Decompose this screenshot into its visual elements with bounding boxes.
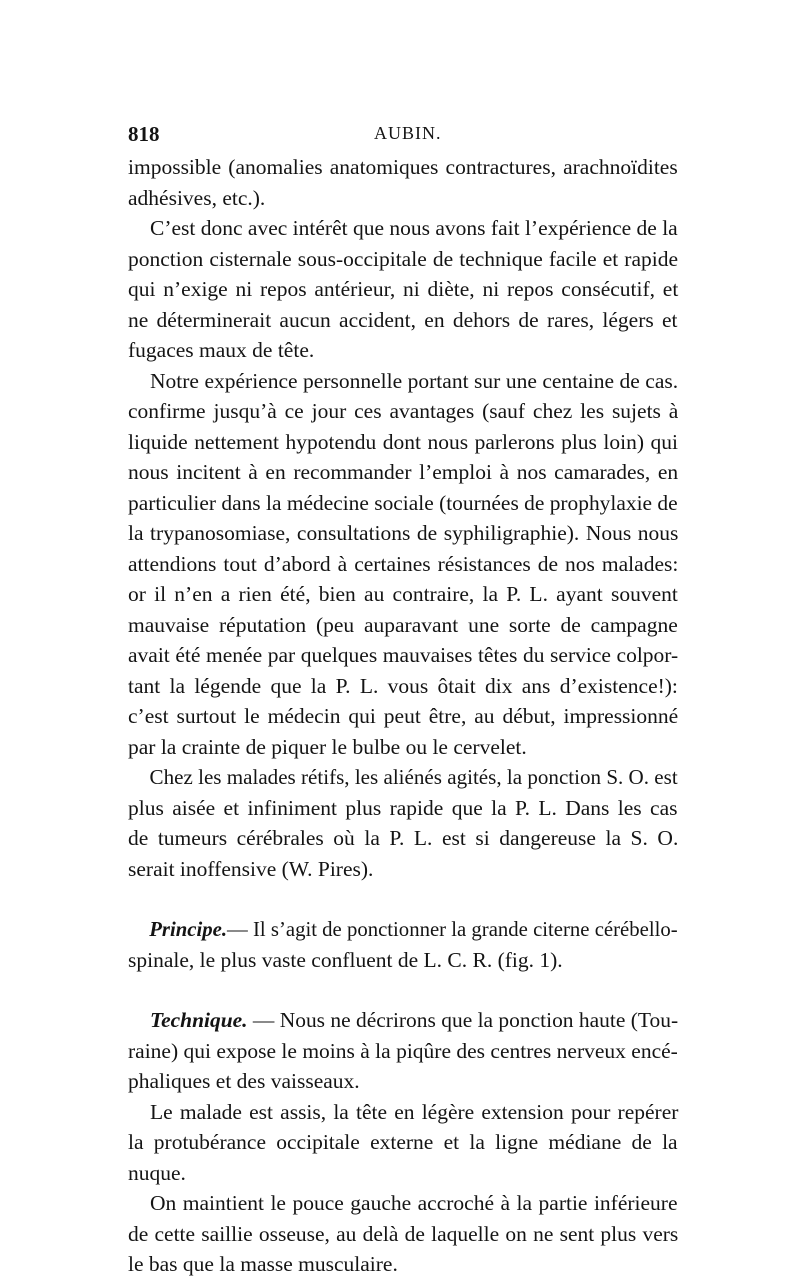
line-text: Notre expérience personnelle portant sur une centaine de cas.: [150, 368, 679, 393]
line-text: On maintient le pouce gauche accroché à la partie inférieure: [150, 1191, 678, 1215]
line-text: nuque.: [128, 1160, 186, 1185]
line-text: qui n’exige ni repos antérieur, ni diète, ni repos consécutif, et: [128, 277, 679, 301]
paragraph: [128, 1188, 678, 1280]
text-line: [128, 1066, 678, 1097]
line-text: Chez les malades rétifs, les aliénés agités, la ponction S. O. est: [149, 765, 678, 789]
text-line: [128, 1036, 678, 1067]
text-line: [128, 427, 678, 458]
line-text: la protubérance occipitale externe et la ligne médiane de la: [128, 1130, 678, 1154]
page-header: [128, 122, 678, 150]
paragraph-gap: [128, 884, 678, 914]
line-text: particulier dans la médecine sociale (tournées de prophylaxie de: [128, 490, 678, 515]
line-text: phaliques et des vaisseaux.: [128, 1069, 360, 1093]
line-text: fugaces maux de tête.: [128, 338, 315, 362]
text-line: [128, 335, 678, 366]
text-line: [128, 1188, 678, 1219]
line-text: Le malade est assis, la tête en légère extension pour repérer: [150, 1099, 679, 1124]
text-line: [128, 549, 678, 580]
line-text: de tumeurs cérébrales où la P. L. est si dangereuse la S. O.: [128, 826, 679, 850]
line-text: mauvaise réputation (peu auparavant une sorte de campagne: [128, 612, 678, 637]
paragraph: [128, 762, 678, 884]
line-text: confirme jusqu’à ce jour ces avantages (sauf chez les sujets à: [128, 399, 679, 423]
text-line: [128, 396, 678, 427]
text-line: [128, 244, 678, 275]
paragraph-gap: [128, 975, 678, 1005]
text-line: [128, 914, 678, 945]
line-text: serait inoffensive (W. Pires).: [128, 856, 374, 881]
line-text: spinale, le plus vaste confluent de L. C. R. (fig. 1).: [128, 947, 563, 972]
body-text: [128, 152, 678, 1280]
text-line: [128, 1127, 678, 1158]
text-line: [128, 732, 678, 763]
line-text: or il n’en a rien été, bien au contraire, la P. L. ayant souvent: [128, 582, 678, 606]
running-head: AUBIN.: [374, 123, 442, 143]
line-text: ne déterminerait aucun accident, en dehors de rares, légers et: [128, 307, 678, 332]
line-text: le bas que la masse musculaire.: [128, 1252, 398, 1276]
text-line: [128, 183, 678, 214]
text-line: [128, 945, 678, 976]
paragraph: [128, 914, 678, 975]
text-line: [128, 213, 678, 244]
text-line: [128, 610, 678, 641]
text-line: [128, 701, 678, 732]
line-text: de cette saillie osseuse, au delà de laquelle on ne sent plus vers: [128, 1221, 679, 1246]
text-line: [128, 457, 678, 488]
line-text: ponction cisternale sous-occipitale de technique facile et rapide: [128, 246, 679, 271]
text-line: [128, 671, 678, 702]
text-line: [128, 518, 678, 549]
text-line: [128, 640, 678, 671]
line-text: tant la légende que la P. L. vous ôtait dix ans d’existence!):: [128, 673, 678, 698]
section-label: Principe.: [149, 917, 228, 941]
text-line: [128, 823, 678, 854]
text-line: [128, 152, 678, 183]
text-line: [128, 366, 678, 397]
line-text: attendions tout d’abord à certaines résistances de nos malades:: [128, 551, 679, 576]
line-text: liquide nettement hypotendu dont nous parlerons plus loin) qui: [128, 429, 679, 454]
text-line: [128, 488, 676, 519]
text-line: [128, 1249, 678, 1280]
text-line: [128, 305, 678, 336]
line-text: raine) qui expose le moins à la piqûre des centres nerveux encé-: [128, 1038, 678, 1063]
line-text: avait été menée par quelques mauvaises têtes du service colpor-: [128, 643, 679, 667]
text-line: [128, 579, 678, 610]
paragraph: [128, 1097, 678, 1189]
section-label: Technique.: [149, 1008, 248, 1032]
text-line: [128, 1097, 678, 1128]
text-line: [128, 1219, 678, 1250]
text-line: [128, 854, 678, 885]
line-text: C’est donc avec intérêt que nous avons fait l’expérience de la: [150, 216, 678, 240]
line-text: plus aisée et infiniment plus rapide que la P. L. Dans les cas: [128, 795, 678, 820]
text-line: [128, 274, 678, 305]
line-text: impossible (anomalies anatomiques contractures, arachnoïdites: [128, 155, 678, 179]
text-line: [128, 1158, 678, 1189]
paragraph: [128, 1005, 678, 1097]
paragraph: [128, 366, 678, 763]
text-line: [128, 762, 678, 793]
line-text: la trypanosomiase, consultations de syphiligraphie). Nous nous: [128, 521, 679, 545]
page-number: 818: [128, 122, 160, 146]
text-line: [128, 1005, 677, 1036]
paragraph: [128, 152, 678, 213]
paragraph: [128, 213, 678, 366]
line-text: nous incitent à en recommander l’emploi à nos camarades, en: [128, 460, 679, 484]
line-text: — Il s’agit de ponctionner la grande citerne cérébello-: [227, 917, 678, 941]
text-line: [128, 793, 678, 824]
line-text: par la crainte de piquer le bulbe ou le cervelet.: [128, 734, 527, 759]
line-text: adhésives, etc.).: [128, 185, 266, 210]
line-text: c’est surtout le médecin qui peut être, au début, impressionné: [128, 704, 679, 728]
line-text: — Nous ne décrirons que la ponction haute (Tou-: [247, 1008, 679, 1032]
